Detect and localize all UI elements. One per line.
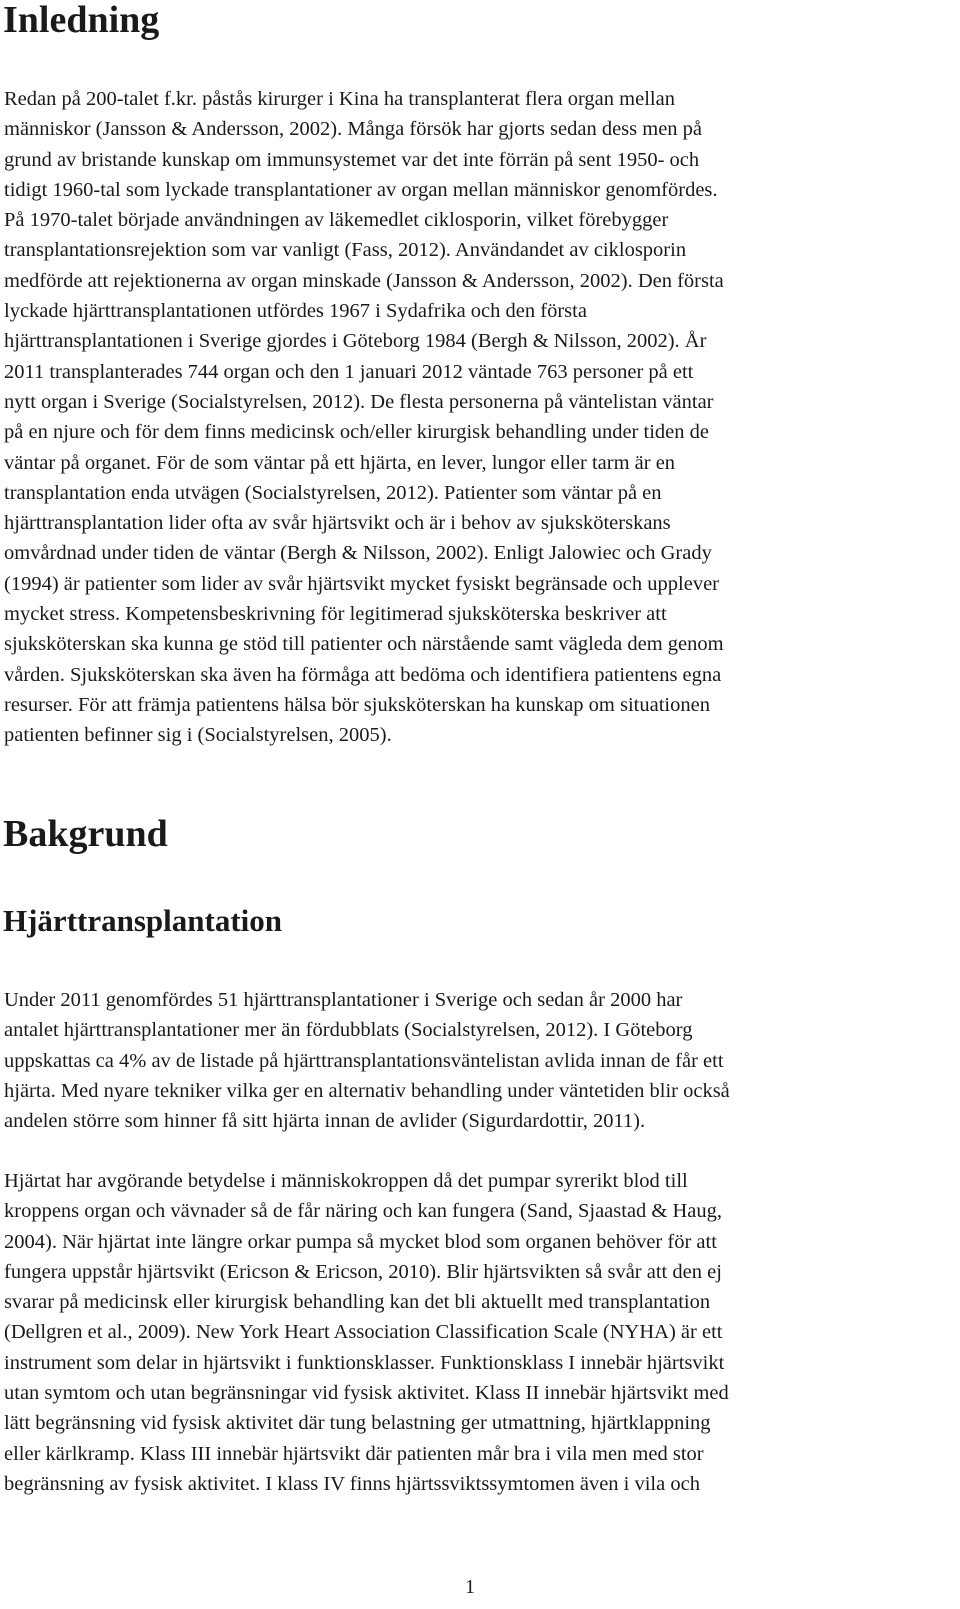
- text-line: kroppens organ och vävnader så de får näring och kan fungera (Sand, Sjaastad & Haug,: [4, 1200, 723, 1223]
- heading-hjarttransplantation: Hjärttransplantation: [3, 903, 282, 938]
- text-line: nytt organ i Sverige (Socialstyrelsen, 2012). De flesta personerna på väntelistan väntar: [4, 390, 714, 413]
- text-line: grund av bristande kunskap om immunsystemet var det inte förrän på sent 1950- och: [4, 148, 700, 171]
- text-line: på en njure och för dem finns medicinsk och/eller kirurgisk behandling under tiden de: [4, 421, 709, 444]
- text-line: hjärta. Med nyare tekniker vilka ger en alternativ behandling under väntetiden blir också: [4, 1079, 730, 1102]
- text-line: hjärttransplantation lider ofta av svår hjärtsvikt och är i behov av sjuksköterskans: [4, 512, 671, 535]
- paragraph-inledning: [4, 84, 944, 751]
- text-line: antalet hjärttransplantationer mer än fördubblats (Socialstyrelsen, 2012). I Göteborg: [4, 1019, 693, 1042]
- text-line: (Dellgren et al., 2009). New York Heart Association Classification Scale (NYHA) är ett: [4, 1321, 723, 1344]
- text-line: väntar på organet. För de som väntar på ett hjärta, en lever, lungor eller tarm är en: [4, 451, 676, 474]
- text-line: människor (Jansson & Andersson, 2002). Många försök har gjorts sedan dess men på: [4, 118, 703, 141]
- text-line: uppskattas ca 4% av de listade på hjärttransplantationsväntelistan avlida innan de får ett: [4, 1049, 724, 1072]
- text-line: transplantation enda utvägen (Socialstyrelsen, 2012). Patienter som väntar på en: [4, 481, 662, 504]
- text-line: 2004). När hjärtat inte längre orkar pumpa så mycket blod som organen behöver för att: [4, 1230, 717, 1253]
- text-line: andelen större som hinner få sitt hjärta innan de avlider (Sigurdardottir, 2011).: [4, 1110, 646, 1133]
- text-line: tidigt 1960-tal som lyckade transplantationer av organ mellan människor genomfördes.: [4, 178, 718, 201]
- text-line: transplantationsrejektion som var vanligt (Fass, 2012). Användandet av ciklosporin: [4, 239, 687, 262]
- paragraph-hjarttransplantation-2: [4, 1166, 944, 1499]
- text-line: fungera uppstår hjärtsvikt (Ericson & Ericson, 2010). Blir hjärtsvikten så svår att den ej: [4, 1260, 722, 1283]
- page-number: 1: [465, 1576, 475, 1598]
- text-line: resurser. För att främja patientens hälsa bör sjuksköterskan ha kunskap om situationen: [4, 693, 710, 716]
- text-line: svarar på medicinsk eller kirurgisk behandling kan det bli aktuellt med transplantation: [4, 1291, 711, 1314]
- text-line: lyckade hjärttransplantationen utfördes 1967 i Sydafrika och den första: [4, 300, 587, 323]
- text-line: Under 2011 genomfördes 51 hjärttransplantationer i Sverige och sedan år 2000 har: [4, 989, 683, 1011]
- text-line: mycket stress. Kompetensbeskrivning för legitimerad sjuksköterska beskriver att: [4, 603, 667, 626]
- text-line: (1994) är patienter som lider av svår hjärtsvikt mycket fysiskt begränsade och upplever: [4, 572, 719, 595]
- text-line: medförde att rejektionerna av organ minskade (Jansson & Andersson, 2002). Den första: [4, 269, 724, 292]
- text-line: sjuksköterskan ska kunna ge stöd till patienter och närstående samt vägleda dem genom: [4, 633, 724, 656]
- text-line: patienten befinner sig i (Socialstyrelsen, 2005).: [4, 724, 392, 747]
- text-line: Hjärtat har avgörande betydelse i människokroppen då det pumpar syrerikt blod till: [4, 1170, 688, 1192]
- heading-bakgrund: Bakgrund: [3, 813, 168, 855]
- text-line: På 1970-talet började användningen av läkemedlet ciklosporin, vilket förebygger: [4, 209, 669, 232]
- text-line: eller kärlkramp. Klass III innebär hjärtsvikt där patienten mår bra i vila men med stor: [4, 1442, 704, 1465]
- text-line: Redan på 200-talet f.kr. påstås kirurger i Kina ha transplanterat flera organ mellan: [4, 88, 675, 110]
- text-line: instrument som delar in hjärtsvikt i funktionsklasser. Funktionsklass I innebär hjärtsvikt: [4, 1351, 725, 1374]
- text-line: lätt begränsning vid fysisk aktivitet där tung belastning ger utmattning, hjärtklappning: [4, 1412, 711, 1435]
- text-line: utan symtom och utan begränsningar vid fysisk aktivitet. Klass II innebär hjärtsvikt med: [4, 1382, 729, 1405]
- text-line: hjärttransplantationen i Sverige gjordes i Göteborg 1984 (Bergh & Nilsson, 2002). År: [4, 330, 707, 353]
- text-line: begränsning av fysisk aktivitet. I klass IV finns hjärtssviktssymtomen även i vila och: [4, 1472, 700, 1495]
- text-line: vården. Sjuksköterskan ska även ha förmåga att bedöma och identifiera patientens egna: [4, 663, 722, 686]
- paragraph-hjarttransplantation-1: [4, 985, 944, 1136]
- heading-inledning: Inledning: [3, 0, 160, 41]
- text-line: omvårdnad under tiden de väntar (Bergh & Nilsson, 2002). Enligt Jalowiec och Grady: [4, 542, 712, 565]
- text-line: 2011 transplanterades 744 organ och den 1 januari 2012 väntade 763 personer på ett: [4, 360, 694, 383]
